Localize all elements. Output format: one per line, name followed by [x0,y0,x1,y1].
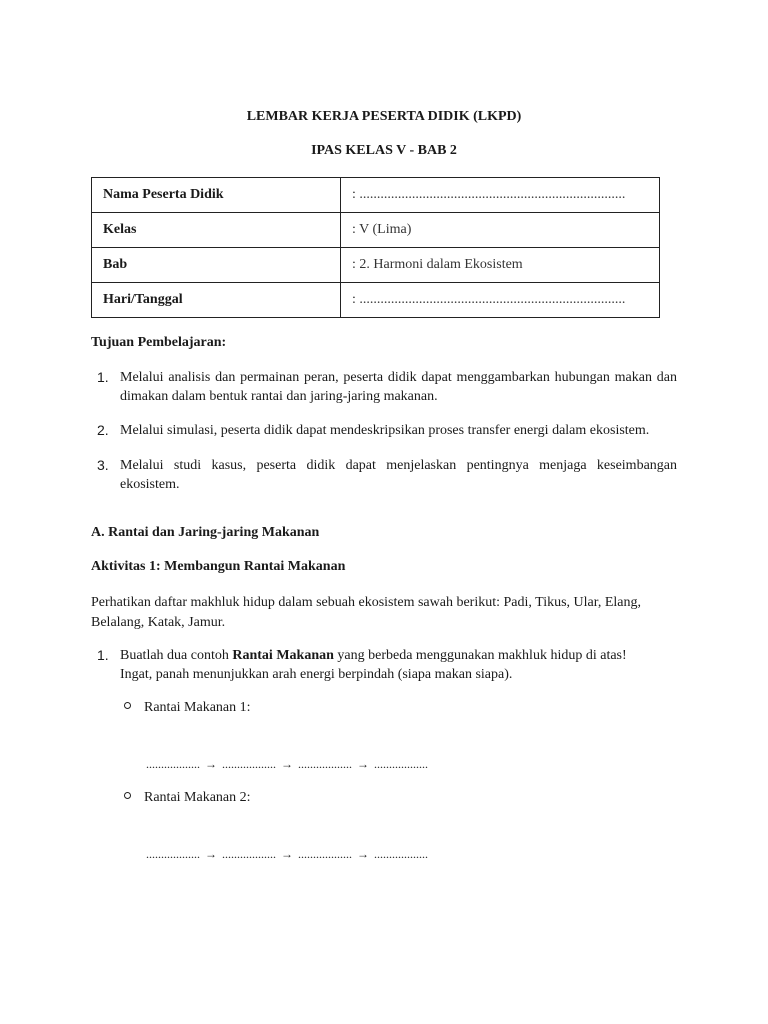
objective-text: Melalui studi kasus, peserta didik dapat menjelaskan pentingnya menjaga keseimbangan ekosistem. [120,458,677,492]
info-label-chapter: Bab [92,248,341,283]
task-text-after: yang berbeda menggunakan makhluk hidup di atas! Ingat, panah menunjukkan arah energi berpindah (siapa makan siapa). [120,648,627,682]
food-chain-1-blanks [146,757,428,772]
blank-field[interactable]: .................. [146,847,200,861]
objective-text: Melalui simulasi, peserta didik dapat mendeskripsikan proses transfer energi dalam ekosistem. [120,423,650,438]
objective-text: Melalui analisis dan permainan peran, peserta didik dapat menggambarkan hubungan makan dan dimakan dalam bentuk rantai dan jaring-jaring makanan. [120,370,677,404]
objective-item [91,421,677,440]
food-chain-2-blanks [146,847,428,862]
blank-field[interactable]: .................. [374,757,428,771]
blank-field[interactable]: .................. [298,847,352,861]
food-chain-label-text: Rantai Makanan 2: [144,790,251,805]
table-row [92,248,660,283]
table-row [92,283,660,318]
hollow-bullet-icon [124,792,131,799]
blank-field[interactable]: .................. [222,847,276,861]
info-label-name: Nama Peserta Didik [92,178,341,213]
blank-field[interactable]: .................. [146,757,200,771]
table-row [92,213,660,248]
task-text-before: Buatlah dua contoh [120,648,233,663]
food-chain-2-label [124,790,251,806]
right-arrow-icon: → [205,847,217,861]
info-label-date: Hari/Tanggal [92,283,341,318]
blank-field[interactable]: .................. [222,757,276,771]
right-arrow-icon: → [205,757,217,771]
table-row [92,178,660,213]
blank-field[interactable]: .................. [298,757,352,771]
food-chain-label-text: Rantai Makanan 1: [144,700,251,715]
info-value-chapter: : 2. Harmoni dalam Ekosistem [341,248,660,283]
objectives-heading: Tujuan Pembelajaran: [91,335,227,350]
right-arrow-icon: → [357,847,369,861]
intro-paragraph: Perhatikan daftar makhluk hidup dalam sebuah ekosistem sawah berikut: Padi, Tikus, Ular, Elang, Belalang, Katak, Jamur. [91,595,642,630]
right-arrow-icon: → [281,757,293,771]
document-subtitle: IPAS KELAS V - BAB 2 [311,143,457,158]
info-value-class: : V (Lima) [341,213,660,248]
hollow-bullet-icon [124,702,131,709]
objective-item [91,368,677,406]
info-value-name[interactable]: : ............................................................................ [341,178,660,213]
section-a-heading: A. Rantai dan Jaring-jaring Makanan [91,525,320,540]
food-chain-1-label [124,700,251,716]
task-number: 1. [97,647,109,663]
objective-number: 3. [97,457,109,473]
blank-field[interactable]: .................. [374,847,428,861]
document-title: LEMBAR KERJA PESERTA DIDIK (LKPD) [246,109,522,124]
info-label-class: Kelas [92,213,341,248]
right-arrow-icon: → [357,757,369,771]
right-arrow-icon: → [281,847,293,861]
activity-1-heading: Aktivitas 1: Membangun Rantai Makanan [91,559,346,574]
task-item [91,646,661,684]
objective-item [91,456,677,494]
task-text-bold: Rantai Makanan [232,648,334,663]
objective-number: 2. [97,422,109,438]
objective-number: 1. [97,369,109,385]
info-value-date[interactable]: : ............................................................................ [341,283,660,318]
student-info-table [91,177,660,318]
